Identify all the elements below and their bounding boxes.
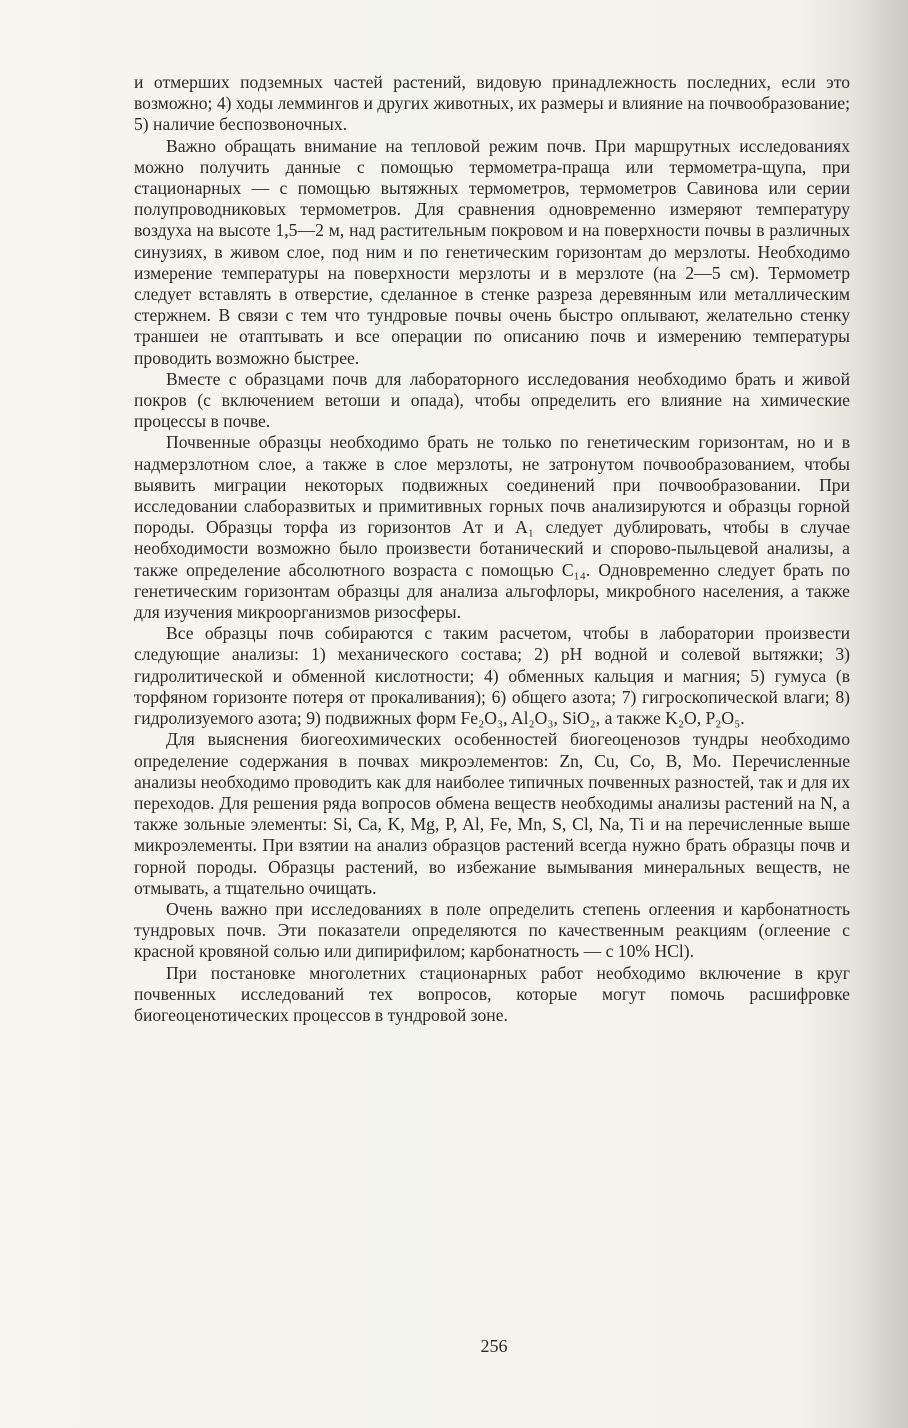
- paragraph-gleying: Очень важно при исследованиях в поле определить степень оглеения и карбонатность тундровых почв. Эти показатели определяются по качественным реакциям (оглеение с красной кровяной солью или дипирифилом; карбонатность — с 10% HCl).: [134, 898, 850, 962]
- paragraph-analyses: Все образцы почв собираются с таким расчетом, чтобы в лаборатории произвести следующие анализы: 1) механического состава; 2) pH водной и солевой вытяжки; 3) гидролитической и обменной кислотности; 4) обменных кальция и магния; 5) гумуса (в торфяном горизонте потеря от прокаливания); 6) общего азота; 7) гигроскопической влаги; 8) гидролизуемого азота; 9) подвижных форм Fe₂O₃, Al₂O₃, SiO₂, а также K₂O, P₂O₅.: [134, 623, 850, 729]
- paragraph-living-cover: Вместе с образцами почв для лабораторного исследования необходимо брать и живой покров (с включением ветоши и опада), чтобы определить его влияние на химические процессы в почве.: [134, 368, 850, 432]
- page-number: 256: [480, 1336, 508, 1356]
- paragraph-stationary-work: При постановке многолетних стационарных работ необходимо включение в круг почвенных исследований тех вопросов, которые могут помочь расшифровке биогеоценотических процессов в тундровой зоне.: [134, 962, 850, 1025]
- paragraph-thermal-regime: Важно обращать внимание на тепловой режим почв. При маршрутных исследованиях можно получить данные с помощью термометра-праща или термометра-щупа, при стационарных — с помощью вытяжных термометров, термометров Савинова или серии полупроводниковых термометров. Для сравнения одновременно измеряют температуру воздуха на высоте 1,5—2 м, над растительным покровом и на поверхности почвы в различных синузиях, в живом слое, под ним и по генетическим горизонтам до мерзлоты. Необходимо измерение температуры на поверхности мерзлоты и в мерзлоте (на 2—5 см). Термометр следует вставлять в отверстие, сделанное в стенке разреза деревянным или металлическим стержнем. В связи с тем что тундровые почвы очень быстро оплывают, желательно стенку траншеи не отаптывать и все операции по описанию почв и измерению температуры проводить возможно быстрее.: [134, 135, 850, 368]
- paragraph-microelements: Для выяснения биогеохимических особенностей биогеоценозов тундры необходимо определение содержания в почвах микроэлементов: Zn, Cu, Co, B, Mo. Перечисленные анализы необходимо проводить как для наиболее типичных почвенных разностей, так и для их переходов. Для решения ряда вопросов обмена веществ необходимы анализы растений на N, а также зольные элементы: Si, Ca, K, Mg, P, Al, Fe, Mn, S, Cl, Na, Ti и на перечисленные выше микроэлементы. При взятии на анализ образцов растений всегда нужно брать образцы почв и горной породы. Образцы растений, во избежание вымывания минеральных веществ, не отмывать, а тщательно очищать.: [134, 729, 850, 898]
- paragraph-soil-samples: Почвенные образцы необходимо брать не только по генетическим горизонтам, но и в надмерзлотном слое, а также в слое мерзлоты, не затронутом почвообразованием, чтобы выявить миграции некоторых подвижных соединений при почвообразовании. При исследовании слаборазвитых и примитивных горных почв анализируются и образцы горной породы. Образцы торфа из горизонтов Aт и A₁ следует дублировать, чтобы в случае необходимости возможно было произвести ботанический и спорово-пыльцевой анализы, а также определение абсолютного возраста с помощью C₁₄. Одновременно следует брать по генетическим горизонтам образцы для анализа альгофлоры, микробного населения, а также для изучения микроорганизмов ризосферы.: [134, 432, 850, 623]
- paragraph-continuation: и отмерших подземных частей растений, видовую принадлежность последних, если это возможно; 4) ходы леммингов и других животных, их размеры и влияние на почвообразование; 5) наличие беспозвоночных.: [134, 72, 850, 135]
- body-text: [134, 72, 850, 1026]
